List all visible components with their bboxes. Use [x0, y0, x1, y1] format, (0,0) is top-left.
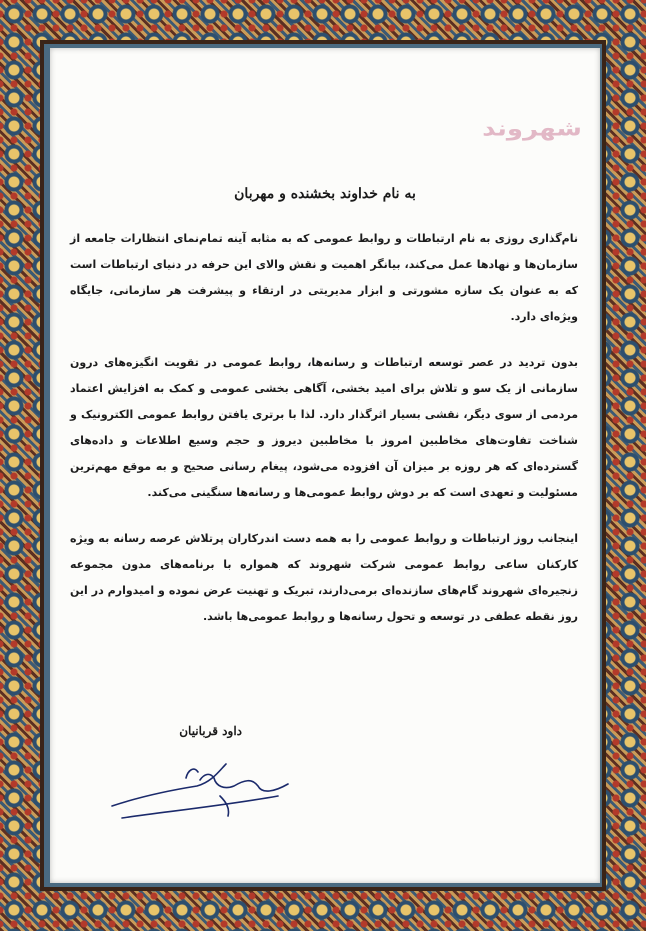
basmala-heading: به نام خداوند بخشنده و مهربان: [234, 186, 416, 202]
paragraph-1: نام‌گذاری روزی به نام ارتباطات و روابط عمومی که به مثابه آینه تمام‌نمای انتظارات جامعه از سازمان‌ها و نهادها عمل می‌کند، بیانگر اهمیت و نقش والای این حرفه در دنیای ارتباطات است که به عنوان یک سازه مشورتی و ابزار مدیریتی در ارتقاء و پیشرفت هر سازمانی، جایگاه ویژه‌ای دارد.: [70, 232, 578, 323]
handwritten-signature: [102, 756, 302, 826]
company-logo: شهروند: [482, 117, 582, 141]
letter-body: [70, 226, 578, 650]
paragraph-3: اینجانب روز ارتباطات و روابط عمومی را به همه دست اندرکاران پرتلاش عرصه رسانه به ویژه کارکنان ساعی روابط عمومی شرکت شهروند که همواره با برنامه‌های مدون مجموعه زنجیره‌ای شهروند گام‌های سازنده‌ای برمی‌دارند، تبریک و تهنیت عرض نموده و امیدوارم در این روز نقطه عطفی در توسعه و تحول رسانه‌ها و روابط عمومی‌ها باشد.: [70, 532, 578, 623]
signer-name: داود قربانیان: [179, 724, 242, 738]
letter-paper: [50, 48, 600, 883]
paragraph-2: بدون تردید در عصر توسعه ارتباطات و رسانه‌ها، روابط عمومی در تقویت انگیزه‌های درون سازمانی از یک سو و تلاش برای امید بخشی، آگاهی بخشی عمومی و کمک به افزایش اعتماد مردمی از سوی دیگر، نقشی بسیار اثرگذار دارد. لذا با برتری یافتن روابط عمومی الکترونیک و شناخت تفاوت‌های مخاطبین امروز با مخاطبین دیروز و حجم وسیع اطلاعات و داده‌های گسترده‌ای که هر روزه بر میزان آن افزوده می‌شود، پیغام رسانی صحیح و به موقع مهم‌ترین مسئولیت و تعهدی است که بر دوش روابط عمومی‌ها و رسانه‌ها سنگینی می‌کند.: [70, 356, 578, 499]
